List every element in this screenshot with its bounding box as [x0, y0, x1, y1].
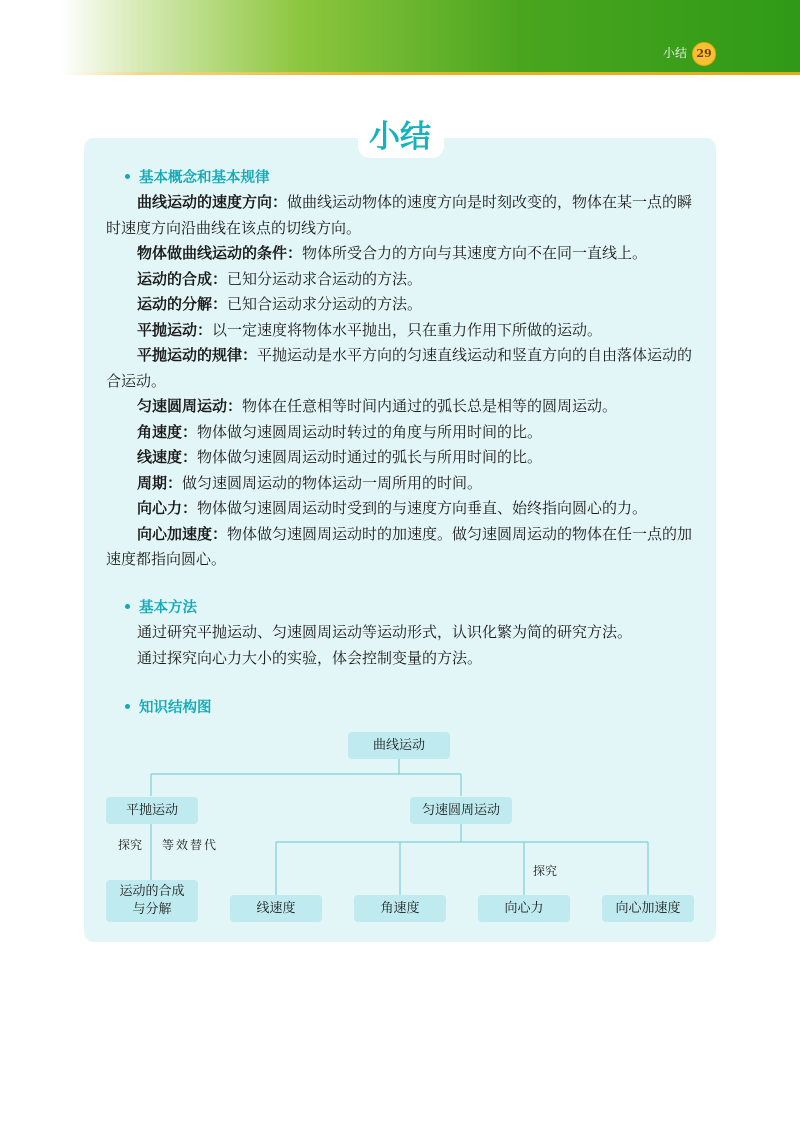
- running-header-title: 小结: [662, 46, 687, 60]
- concept-term: 平抛运动：: [137, 320, 213, 339]
- node-composition-line2: 与分解: [132, 902, 172, 917]
- node-angular-velocity: 角速度: [354, 895, 446, 922]
- methods-list: [106, 620, 696, 671]
- concept-term: 曲线运动的速度方向：: [137, 193, 288, 211]
- label-explore-right: 探究: [533, 864, 558, 878]
- concept-term: 匀速圆周运动：: [137, 397, 243, 415]
- concept-term: 平抛运动的规律：: [137, 346, 258, 364]
- concept-term: 线速度：: [137, 448, 198, 466]
- bullet-dot-icon: [125, 604, 130, 609]
- node-composition-line1: 运动的合成: [119, 884, 185, 899]
- concept-text: 平抛运动是水平方向的匀速直线运动和竖直方向的自由落体运动的合运动。: [106, 346, 693, 390]
- node-uniform-circular-motion: 匀速圆周运动: [410, 797, 512, 824]
- label-equivalent-substitution: 等效替代: [162, 838, 219, 852]
- concept-text: 做曲线运动物体的速度方向是时刻改变的，物体在某一点的瞬时速度方向沿曲线在该点的切线方向。: [106, 193, 693, 237]
- concept-item: [106, 267, 696, 293]
- section-heading-structure: [125, 696, 212, 717]
- concept-item: [106, 471, 696, 497]
- header-rule: [60, 72, 800, 75]
- concept-term: 运动的合成：: [137, 269, 228, 288]
- concept-term: 运动的分解：: [137, 295, 228, 313]
- concept-item: [106, 292, 696, 318]
- node-linear-velocity: 线速度: [230, 895, 322, 922]
- concept-text: 物体做匀速圆周运动时通过的弧长与所用时间的比。: [197, 448, 543, 466]
- concept-text: 物体做匀速圆周运动时转过的角度与所用时间的比。: [197, 422, 543, 441]
- node-centripetal-acceleration: 向心加速度: [602, 895, 694, 922]
- concept-item: [106, 522, 696, 573]
- concept-item: [106, 190, 696, 241]
- concept-item: [106, 496, 696, 522]
- concept-item: [106, 318, 696, 344]
- node-curved-motion: 曲线运动: [348, 732, 450, 759]
- concept-item: [106, 241, 696, 267]
- panel-title: 小结: [369, 119, 431, 155]
- concept-item: [106, 343, 696, 394]
- section-heading-label: 基本概念和基本规律: [139, 170, 270, 186]
- concept-term: 周期：: [137, 473, 183, 492]
- concept-term: 向心力：: [137, 499, 198, 517]
- concept-item: [106, 420, 696, 446]
- concept-text: 以一定速度将物体水平抛出，只在重力作用下所做的运动。: [212, 320, 603, 339]
- label-explore-left: 探究: [118, 838, 143, 852]
- concept-item: [106, 394, 696, 420]
- concept-text: 已知分运动求合运动的方法。: [227, 269, 423, 288]
- node-centripetal-force: 向心力: [478, 895, 570, 922]
- concept-text: 做匀速圆周运动的物体运动一周所用的时间。: [182, 473, 483, 492]
- concept-term: 角速度：: [137, 422, 198, 441]
- section-heading-concepts: [125, 166, 270, 187]
- concept-term: 向心加速度：: [137, 524, 228, 543]
- bullet-dot-icon: [125, 174, 130, 179]
- concepts-list: [106, 190, 696, 573]
- method-item: 通过探究向心力大小的实验，体会控制变量的方法。: [137, 648, 483, 667]
- section-heading-label: 基本方法: [139, 600, 197, 616]
- concept-item: [106, 445, 696, 471]
- section-heading-label: 知识结构图: [139, 700, 212, 716]
- concept-text: 物体做匀速圆周运动时的加速度。做匀速圆周运动的物体在任一点的加速度都指向圆心。: [106, 524, 693, 568]
- concept-text: 物体在任意相等时间内通过的弧长总是相等的圆周运动。: [242, 397, 618, 415]
- method-item: 通过研究平抛运动、匀速圆周运动等运动形式，认识化繁为简的研究方法。: [137, 623, 633, 641]
- page-number-badge: 29: [692, 42, 716, 66]
- concept-term: 物体做曲线运动的条件：: [137, 244, 303, 262]
- section-heading-methods: [125, 596, 197, 617]
- node-motion-composition: [106, 880, 198, 922]
- concept-text: 物体所受合力的方向与其速度方向不在同一直线上。: [302, 244, 648, 262]
- node-projectile-motion: 平抛运动: [106, 797, 198, 824]
- concept-text: 已知合运动求分运动的方法。: [227, 295, 423, 313]
- bullet-dot-icon: [125, 704, 130, 709]
- concept-text: 物体做匀速圆周运动时受到的与速度方向垂直、始终指向圆心的力。: [197, 499, 648, 517]
- header-band: [0, 0, 800, 72]
